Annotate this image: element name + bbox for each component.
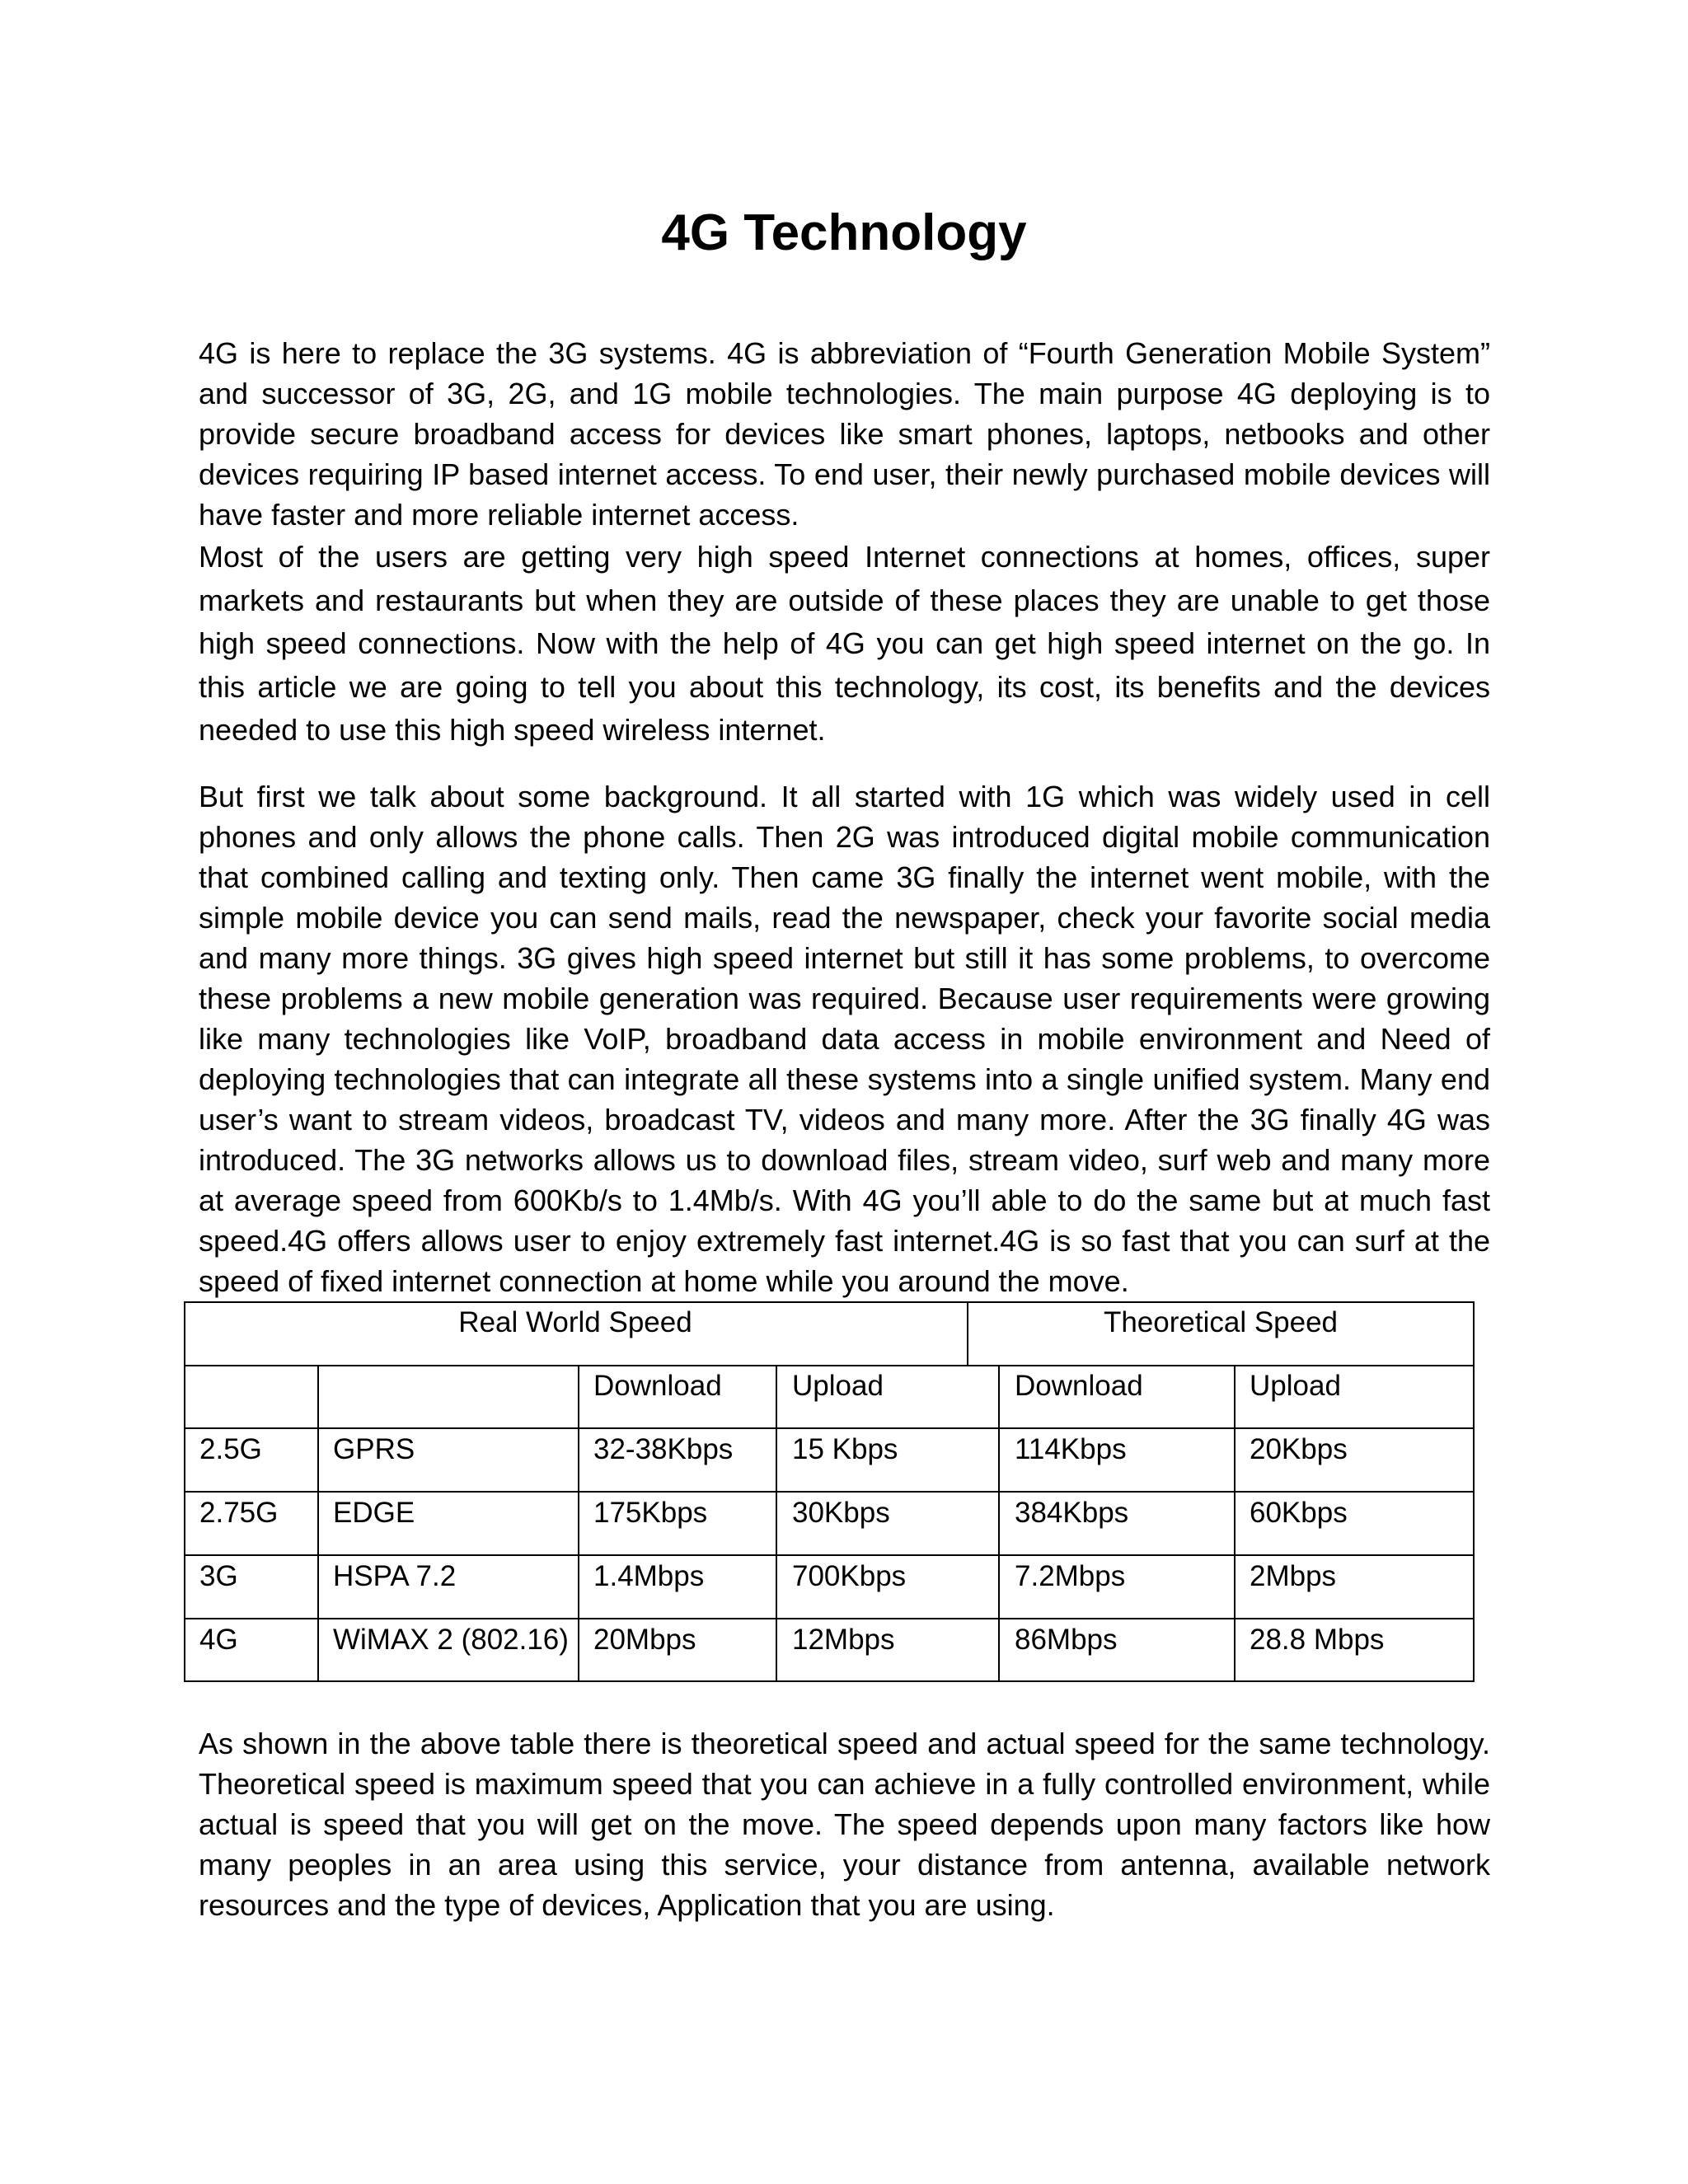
table-rule (578, 1365, 579, 1681)
table-cell: 86Mbps (1015, 1624, 1118, 1656)
table-cell: 12Mbps (792, 1624, 895, 1656)
table-cell: 2.5G (199, 1433, 262, 1465)
table-rule (184, 1301, 185, 1681)
table-cell: 15 Kbps (792, 1433, 898, 1465)
table-rule (184, 1301, 1475, 1303)
table-cell: 7.2Mbps (1015, 1560, 1126, 1592)
table-cell: 2Mbps (1250, 1560, 1337, 1592)
table-cell: 20Mbps (593, 1624, 696, 1656)
table-cell: 30Kbps (792, 1497, 890, 1529)
table-cell: EDGE (333, 1497, 415, 1529)
paragraph-table-explanation: As shown in the above table there is theoretical speed and actual speed for the same technology. Theoretical speed is maximum speed that you can achieve in a fully controlled environment, while actual is speed that you will get on the move. The speed depends upon many factors like how many peoples in an area using this service, your distance from antenna, available network resources and the type of devices, Application that you are using. (199, 1727, 1490, 1922)
table-cell: 32-38Kbps (593, 1433, 734, 1465)
table-cell: WiMAX 2 (802.16) (333, 1624, 569, 1656)
table-cell: 60Kbps (1250, 1497, 1348, 1529)
table-cell: GPRS (333, 1433, 415, 1465)
table-header-cell: Download (1015, 1370, 1143, 1402)
table-cell: 1.4Mbps (593, 1560, 705, 1592)
table-rule (184, 1618, 1475, 1619)
table-cell: 175Kbps (593, 1497, 708, 1529)
paragraph-users: Most of the users are getting very high speed Internet connections at homes, offices, super markets and restaurants but when they are outside of these places they are unable to get those high speed connections. Now with the help of 4G you can get high speed internet on the go. In this article we are going to tell you about this technology, its cost, its benefits and the devices needed to use this high speed wireless internet. (199, 540, 1490, 747)
table-rule (776, 1365, 777, 1681)
table-cell: 20Kbps (1250, 1433, 1348, 1465)
paragraph-intro: 4G is here to replace the 3G systems. 4G is abbreviation of “Fourth Generation Mobile System” and successor of 3G, 2G, and 1G mobile technologies. The main purpose 4G deploying is to provide secure broadband access for devices like smart phones, laptops, netbooks and other devices requiring IP based internet access. To end user, their newly purchased mobile devices will have faster and more reliable internet access. (199, 336, 1490, 532)
table-cell: HSPA 7.2 (333, 1560, 457, 1592)
table-cell: 4G (199, 1624, 238, 1656)
table-group-header: Real World Speed (458, 1306, 692, 1338)
table-header-cell: Upload (792, 1370, 884, 1402)
table-rule (184, 1427, 1475, 1429)
table-cell: 28.8 Mbps (1250, 1624, 1385, 1656)
table-header-cell: Download (593, 1370, 722, 1402)
table-cell: 700Kbps (792, 1560, 907, 1592)
speed-table (184, 1301, 1475, 1681)
page-title: 4G Technology (661, 204, 1027, 261)
table-rule (317, 1365, 319, 1681)
table-cell: 384Kbps (1015, 1497, 1129, 1529)
table-rule (184, 1680, 1475, 1682)
table-rule (184, 1554, 1475, 1556)
paragraph-background: But first we talk about some background. It all started with 1G which was widely used in cell phones and only allows the phone calls. Then 2G was introduced digital mobile communication that combined calling and texting only. Then came 3G finally the internet went mobile, with the simple mobile device you can send mails, read the newspaper, check your favorite social media and many more things. 3G gives high speed internet but still it has some problems, to overcome these problems a new mobile generation was required. Because user requirements were growing like many technologies like VoIP, broadband data access in mobile environment and Need of deploying technologies that can integrate all these systems into a single unified system. Many end user’s want to stream videos, broadcast TV, videos and many more. After the 3G finally 4G was introduced. The 3G networks allows us to download files, stream video, surf web and many more at average speed from 600Kb/s to 1.4Mb/s. With 4G you’ll able to do the same but at much fast speed.4G offers allows user to enjoy extremely fast internet.4G is so fast that you can surf at the speed of fixed internet connection at home while you around the move. (199, 780, 1490, 1298)
table-rule (1473, 1301, 1475, 1681)
table-rule (184, 1491, 1475, 1493)
table-header-cell: Upload (1250, 1370, 1341, 1402)
table-cell: 2.75G (199, 1497, 279, 1529)
table-cell: 114Kbps (1015, 1433, 1127, 1465)
table-group-header: Theoretical Speed (1103, 1306, 1339, 1338)
table-rule (1234, 1365, 1236, 1681)
table-rule (184, 1365, 1475, 1366)
table-rule (998, 1365, 1000, 1681)
table-cell: 3G (199, 1560, 238, 1592)
